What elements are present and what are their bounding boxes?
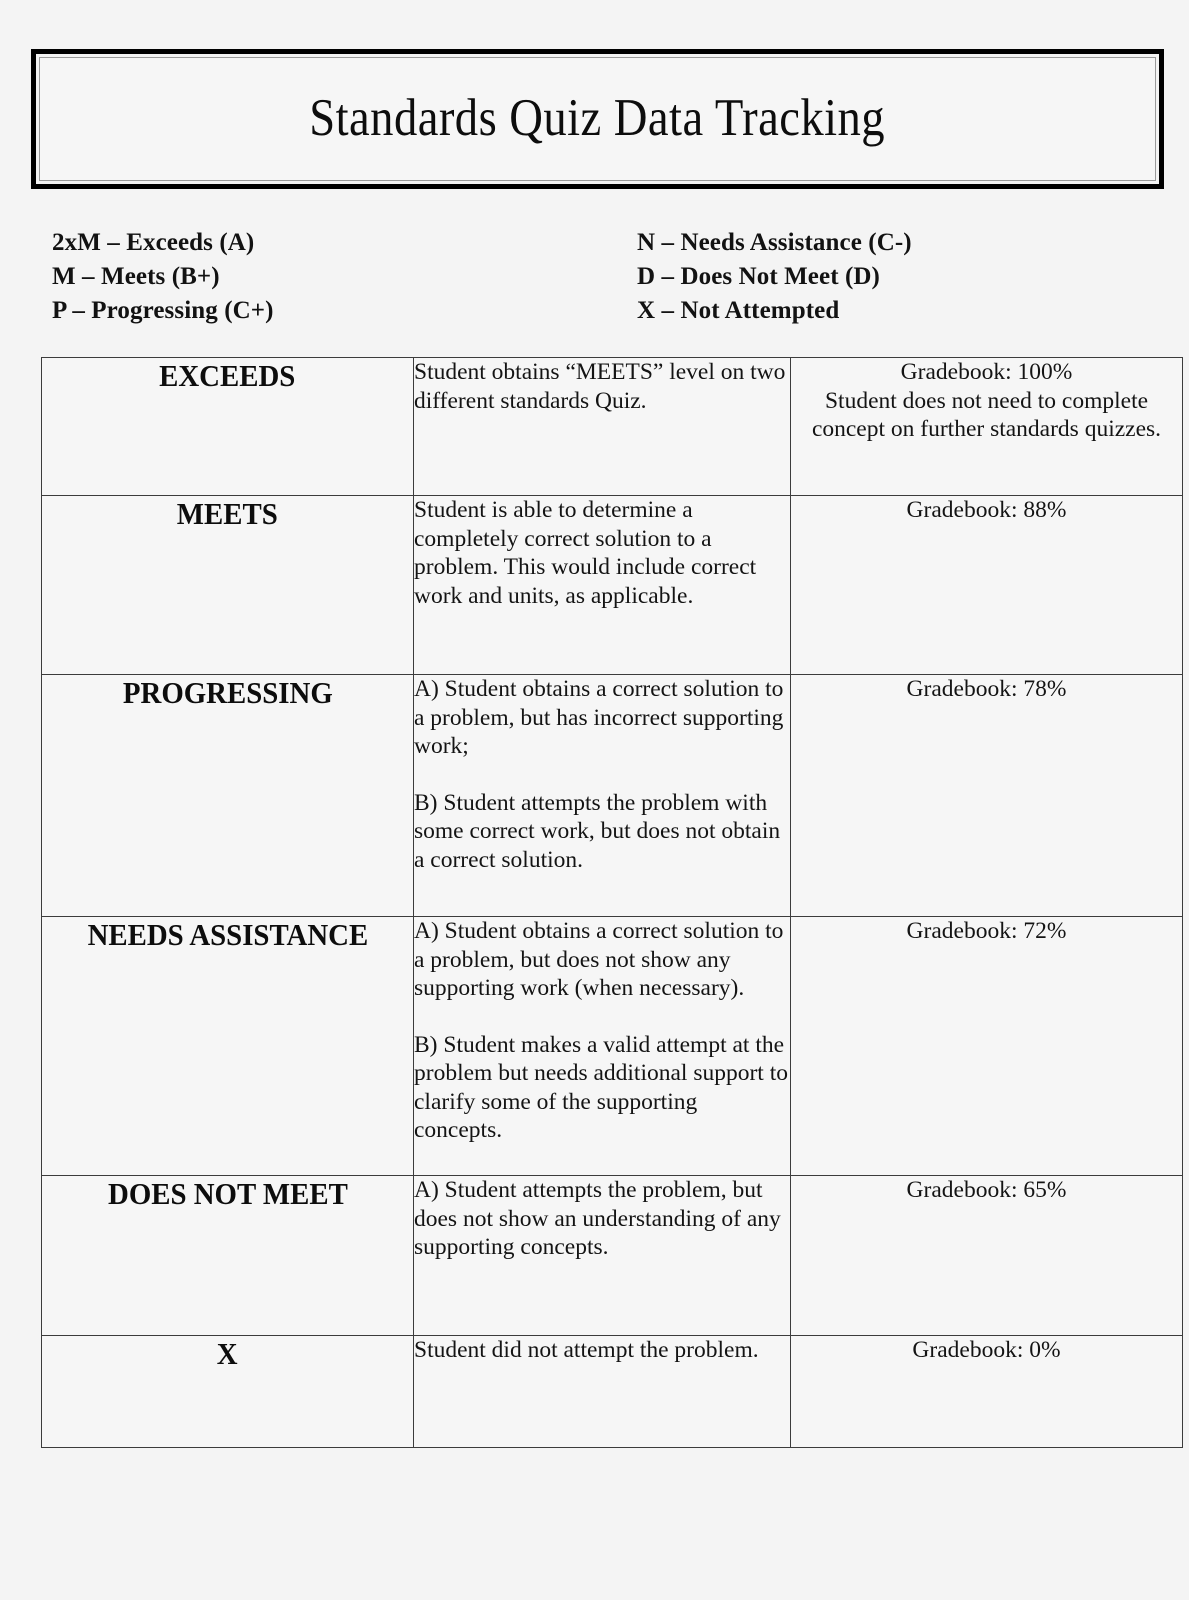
table-row <box>42 358 1183 496</box>
legend-item-does-not-meet: D – Does Not Meet (D) <box>637 263 880 290</box>
legend-item-not-attempted: X – Not Attempted <box>637 297 840 324</box>
rubric-gradebook-cell <box>791 358 1183 496</box>
description-paragraph-b: B) Student makes a valid attempt at the problem but needs additional support to clarify some of the supporting concepts. <box>414 1031 788 1143</box>
rubric-level-cell <box>42 917 414 1176</box>
gradebook-paragraph: Gradebook: 100% <box>900 359 1073 385</box>
legend-column-right <box>637 226 1142 328</box>
rubric-description-cell <box>414 358 791 496</box>
table-row <box>42 1176 1183 1336</box>
description-paragraph: Student obtains “MEETS” level on two different standards Quiz. <box>414 359 786 414</box>
legend-column-left <box>52 226 637 328</box>
description-paragraph-b: B) Student attempts the problem with some correct work, but does not obtain a correct solution. <box>414 789 781 873</box>
gradebook-note: Student does not need to complete concept on further standards quizzes. <box>811 387 1162 442</box>
rubric-gradebook-cell <box>791 1336 1183 1448</box>
rubric-level-label: MEETS <box>177 496 278 531</box>
table-row <box>42 675 1183 917</box>
rubric-level-label: DOES NOT MEET <box>107 1176 348 1211</box>
legend-item-meets: M – Meets (B+) <box>52 263 220 290</box>
rubric-description-cell <box>414 1336 791 1448</box>
title-banner <box>31 49 1164 189</box>
title-banner-inner <box>39 57 1156 181</box>
rubric-description-cell <box>414 675 791 917</box>
description-paragraph-a: A) Student obtains a correct solution to a problem, but has incorrect supporting work; <box>414 676 784 759</box>
legend-item-exceeds: 2xM – Exceeds (A) <box>52 229 255 256</box>
rubric-gradebook-cell <box>791 917 1183 1176</box>
rubric-level-label: PROGRESSING <box>122 675 333 710</box>
description-paragraph: Student is able to determine a completely correct solution to a problem. This would include correct work and units, as applicable. <box>414 497 757 609</box>
rubric-level-cell <box>42 358 414 496</box>
gradebook-paragraph: Gradebook: 65% <box>906 1177 1067 1203</box>
description-paragraph: Student did not attempt the problem. <box>414 1337 759 1363</box>
rubric-gradebook-cell <box>791 1176 1183 1336</box>
rubric-level-cell <box>42 1176 414 1336</box>
gradebook-paragraph: Gradebook: 72% <box>906 918 1067 944</box>
rubric-level-cell <box>42 675 414 917</box>
rubric-description-cell <box>414 917 791 1176</box>
legend-item-progressing: P – Progressing (C+) <box>52 297 274 324</box>
rubric-level-cell <box>42 496 414 675</box>
gradebook-paragraph: Gradebook: 88% <box>906 497 1067 523</box>
legend-item-needs-assistance: N – Needs Assistance (C-) <box>637 229 912 256</box>
rubric-gradebook-cell <box>791 496 1183 675</box>
rubric-gradebook-cell <box>791 675 1183 917</box>
gradebook-paragraph: Gradebook: 0% <box>912 1337 1061 1363</box>
table-row <box>42 496 1183 675</box>
paragraph-spacer <box>414 761 790 789</box>
rubric-description-cell <box>414 496 791 675</box>
table-row <box>42 1336 1183 1448</box>
gradebook-paragraph: Gradebook: 78% <box>906 676 1067 702</box>
grade-code-legend <box>52 226 1142 328</box>
description-paragraph-a: A) Student obtains a correct solution to a problem, but does not show any supporting work (when necessary). <box>414 918 784 1001</box>
rubric-level-label: X <box>217 1336 238 1371</box>
rubric-level-label: EXCEEDS <box>159 358 296 393</box>
paragraph-spacer <box>414 1003 790 1031</box>
rubric-description-cell <box>414 1176 791 1336</box>
page-title: Standards Quiz Data Tracking <box>309 89 886 148</box>
table-row <box>42 917 1183 1176</box>
rubric-level-label: NEEDS ASSISTANCE <box>87 917 368 952</box>
rubric-level-cell <box>42 1336 414 1448</box>
description-paragraph: A) Student attempts the problem, but does not show an understanding of any supporting concepts. <box>414 1177 781 1260</box>
rubric-table <box>41 357 1183 1448</box>
